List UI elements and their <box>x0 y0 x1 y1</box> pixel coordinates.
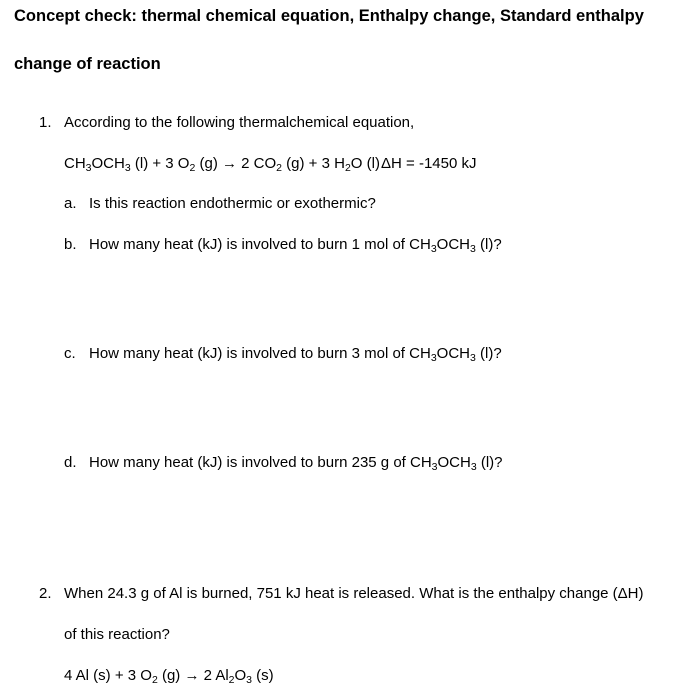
question-2-equation: 4 Al (s) + 3 $O_2$ (g) → 2 $Al_2O_3$ (s) <box>64 667 274 686</box>
question-1b-text: How many heat (kJ) is involved to burn 1 mol of $CH_3OCH_3$ (l)? <box>89 236 502 255</box>
question-1c-label: c. <box>64 345 76 362</box>
question-2-line-1: When 24.3 g of Al is burned, 751 kJ heat is released. What is the enthalpy change (ΔH) <box>64 585 644 602</box>
question-1d-label: d. <box>64 454 77 471</box>
question-1-enthalpy: ΔH = -1450 kJ <box>381 155 477 172</box>
question-1a-text: Is this reaction endothermic or exothermic? <box>89 195 376 212</box>
question-1d-text: How many heat (kJ) is involved to burn 235 g of $CH_3OCH_3$ (l)? <box>89 454 503 473</box>
question-2-line-2: of this reaction? <box>64 626 170 643</box>
question-1-prompt: According to the following thermalchemical equation, <box>64 114 415 131</box>
title-line-2: change of reaction <box>14 55 161 73</box>
question-1a-label: a. <box>64 195 77 212</box>
question-1b-label: b. <box>64 236 77 253</box>
question-2-number: 2. <box>39 585 52 602</box>
question-1c-text: How many heat (kJ) is involved to burn 3 mol of $CH_3OCH_3$ (l)? <box>89 345 502 364</box>
question-1-equation: $CH_3OCH_3$ (l) + 3 $O_2$ (g) → 2 $CO_2$ (g) + 3 $H_2O$ (l) <box>64 155 380 174</box>
title-line-1: Concept check: thermal chemical equation, Enthalpy change, Standard enthalpy <box>14 7 644 25</box>
question-1-number: 1. <box>39 114 52 131</box>
